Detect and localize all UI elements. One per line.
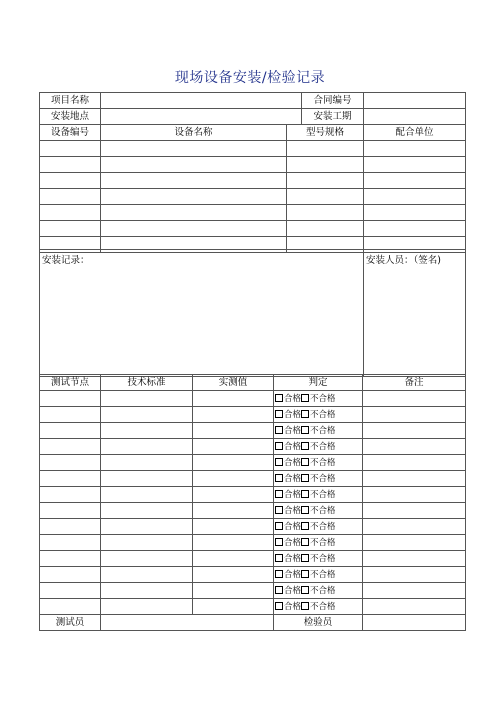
install-period-label: 安装工期 xyxy=(302,109,364,125)
pass-label: 合格 xyxy=(284,457,302,468)
pass-label: 合格 xyxy=(284,505,302,516)
fail-label: 不合格 xyxy=(310,457,336,468)
col-judgement: 判定 xyxy=(274,375,363,391)
test-cell[interactable] xyxy=(40,487,101,503)
fail-label: 不合格 xyxy=(310,553,336,564)
test-cell[interactable] xyxy=(193,439,274,455)
judgement-cell[interactable] xyxy=(274,551,363,567)
judgement-cell[interactable] xyxy=(274,391,363,407)
test-cell[interactable] xyxy=(193,423,274,439)
fail-label: 不合格 xyxy=(310,569,336,580)
equipment-cell[interactable] xyxy=(364,173,466,189)
equipment-cell[interactable] xyxy=(287,157,364,173)
pass-label: 合格 xyxy=(284,393,302,404)
equipment-cell[interactable] xyxy=(40,141,101,157)
test-cell[interactable] xyxy=(101,583,193,599)
equipment-cell[interactable] xyxy=(40,189,101,205)
pass-label: 合格 xyxy=(284,537,302,548)
judgement-cell[interactable] xyxy=(274,487,363,503)
footer-row xyxy=(40,615,466,631)
fail-label: 不合格 xyxy=(310,425,336,436)
fail-checkbox[interactable] xyxy=(301,554,309,562)
fail-label: 不合格 xyxy=(310,585,336,596)
equipment-cell[interactable] xyxy=(287,189,364,205)
pass-checkbox[interactable] xyxy=(275,394,283,402)
test-cell[interactable] xyxy=(40,439,101,455)
pass-checkbox[interactable] xyxy=(275,522,283,530)
fail-checkbox[interactable] xyxy=(301,426,309,434)
test-cell[interactable] xyxy=(193,519,274,535)
fail-checkbox[interactable] xyxy=(301,474,309,482)
judgement-cell[interactable] xyxy=(274,471,363,487)
test-cell[interactable] xyxy=(193,551,274,567)
header-table xyxy=(39,92,466,125)
fail-label: 不合格 xyxy=(310,521,336,532)
test-cell[interactable] xyxy=(363,567,466,583)
col-test-node: 测试节点 xyxy=(40,375,101,391)
test-cell[interactable] xyxy=(40,583,101,599)
test-row xyxy=(40,535,466,551)
equipment-cell[interactable] xyxy=(101,173,287,189)
fail-checkbox[interactable] xyxy=(301,506,309,514)
equipment-row xyxy=(40,157,466,173)
test-row xyxy=(40,423,466,439)
installer-label: 安装人员：（签名) xyxy=(366,255,441,266)
equipment-cell[interactable] xyxy=(101,157,287,173)
fail-label: 不合格 xyxy=(310,489,336,500)
fail-checkbox[interactable] xyxy=(301,522,309,530)
fail-checkbox[interactable] xyxy=(301,570,309,578)
judgement-cell[interactable] xyxy=(274,455,363,471)
pass-checkbox[interactable] xyxy=(275,490,283,498)
fail-label: 不合格 xyxy=(310,473,336,484)
test-cell[interactable] xyxy=(101,535,193,551)
tester-field[interactable] xyxy=(101,615,274,631)
col-equipment-name: 设备名称 xyxy=(101,125,287,141)
test-row xyxy=(40,599,466,615)
fail-label: 不合格 xyxy=(310,441,336,452)
fail-checkbox[interactable] xyxy=(301,410,309,418)
fail-label: 不合格 xyxy=(310,409,336,420)
test-cell[interactable] xyxy=(363,503,466,519)
equipment-cell[interactable] xyxy=(364,189,466,205)
equipment-row xyxy=(40,205,466,221)
tester-label: 测试员 xyxy=(40,615,101,631)
pass-label: 合格 xyxy=(284,569,302,580)
fail-label: 不合格 xyxy=(310,505,336,516)
col-tech-standard: 技术标准 xyxy=(101,375,193,391)
test-cell[interactable] xyxy=(193,599,274,615)
install-record-label: 安装记录： xyxy=(42,255,90,266)
test-cell[interactable] xyxy=(101,551,193,567)
test-cell[interactable] xyxy=(40,471,101,487)
test-row xyxy=(40,519,466,535)
test-cell[interactable] xyxy=(363,551,466,567)
contract-no-field[interactable] xyxy=(364,93,466,109)
test-table xyxy=(39,374,466,631)
col-measured-value: 实测值 xyxy=(193,375,274,391)
judgement-cell[interactable] xyxy=(274,519,363,535)
pass-label: 合格 xyxy=(284,441,302,452)
test-cell[interactable] xyxy=(363,455,466,471)
col-remarks: 备注 xyxy=(363,375,466,391)
installer-signature-area[interactable] xyxy=(364,250,466,377)
test-row xyxy=(40,391,466,407)
test-cell[interactable] xyxy=(101,503,193,519)
test-cell[interactable] xyxy=(101,519,193,535)
test-cell[interactable] xyxy=(101,567,193,583)
judgement-cell[interactable] xyxy=(274,407,363,423)
pass-label: 合格 xyxy=(284,473,302,484)
judgement-cell[interactable] xyxy=(274,503,363,519)
fail-checkbox[interactable] xyxy=(301,586,309,594)
test-cell[interactable] xyxy=(101,471,193,487)
test-row xyxy=(40,487,466,503)
equipment-row xyxy=(40,189,466,205)
equipment-cell[interactable] xyxy=(40,157,101,173)
col-equipment-no: 设备编号 xyxy=(40,125,101,141)
test-cell[interactable] xyxy=(363,487,466,503)
pass-label: 合格 xyxy=(284,553,302,564)
fail-label: 不合格 xyxy=(310,393,336,404)
header-row-2 xyxy=(40,109,466,125)
test-row xyxy=(40,583,466,599)
equipment-cell[interactable] xyxy=(40,221,101,237)
fail-checkbox[interactable] xyxy=(301,490,309,498)
equipment-row xyxy=(40,173,466,189)
equipment-cell[interactable] xyxy=(287,205,364,221)
test-cell[interactable] xyxy=(363,391,466,407)
equipment-table xyxy=(39,124,466,253)
pass-checkbox[interactable] xyxy=(275,442,283,450)
test-cell[interactable] xyxy=(101,455,193,471)
project-name-field[interactable] xyxy=(101,93,302,109)
equipment-cell[interactable] xyxy=(364,205,466,221)
test-cell[interactable] xyxy=(193,391,274,407)
test-cell[interactable] xyxy=(40,599,101,615)
equipment-row xyxy=(40,141,466,157)
pass-checkbox[interactable] xyxy=(275,602,283,610)
pass-checkbox[interactable] xyxy=(275,554,283,562)
test-cell[interactable] xyxy=(363,583,466,599)
fail-checkbox[interactable] xyxy=(301,602,309,610)
test-cell[interactable] xyxy=(40,567,101,583)
pass-label: 合格 xyxy=(284,601,302,612)
pass-checkbox[interactable] xyxy=(275,570,283,578)
equipment-cell[interactable] xyxy=(101,189,287,205)
test-cell[interactable] xyxy=(193,567,274,583)
pass-checkbox[interactable] xyxy=(275,506,283,514)
install-record-table xyxy=(39,249,466,377)
equipment-cell[interactable] xyxy=(101,205,287,221)
test-cell[interactable] xyxy=(193,583,274,599)
test-cell[interactable] xyxy=(193,455,274,471)
install-record-area[interactable] xyxy=(40,250,364,377)
fail-checkbox[interactable] xyxy=(301,442,309,450)
test-cell[interactable] xyxy=(193,487,274,503)
test-cell[interactable] xyxy=(363,519,466,535)
pass-checkbox[interactable] xyxy=(275,458,283,466)
judgement-cell[interactable] xyxy=(274,599,363,615)
test-cell[interactable] xyxy=(40,519,101,535)
equipment-row xyxy=(40,221,466,237)
equipment-body xyxy=(40,141,466,253)
install-site-label: 安装地点 xyxy=(40,109,101,125)
equipment-cell[interactable] xyxy=(101,221,287,237)
test-cell[interactable] xyxy=(363,439,466,455)
pass-checkbox[interactable] xyxy=(275,586,283,594)
test-row xyxy=(40,439,466,455)
pass-checkbox[interactable] xyxy=(275,426,283,434)
equipment-cell[interactable] xyxy=(287,221,364,237)
test-cell[interactable] xyxy=(363,599,466,615)
pass-label: 合格 xyxy=(284,409,302,420)
equipment-header-row xyxy=(40,125,466,141)
test-row xyxy=(40,551,466,567)
test-cell[interactable] xyxy=(363,407,466,423)
equipment-cell[interactable] xyxy=(364,221,466,237)
test-body xyxy=(40,391,466,615)
judgement-cell[interactable] xyxy=(274,583,363,599)
judgement-cell[interactable] xyxy=(274,567,363,583)
test-cell[interactable] xyxy=(40,535,101,551)
test-cell[interactable] xyxy=(193,407,274,423)
contract-no-label: 合同编号 xyxy=(302,93,364,109)
header-row-1 xyxy=(40,93,466,109)
test-cell[interactable] xyxy=(193,535,274,551)
fail-checkbox[interactable] xyxy=(301,538,309,546)
test-row xyxy=(40,471,466,487)
inspector-field[interactable] xyxy=(363,615,466,631)
test-cell[interactable] xyxy=(101,407,193,423)
test-header-row xyxy=(40,375,466,391)
equipment-cell[interactable] xyxy=(101,141,287,157)
equipment-cell[interactable] xyxy=(40,205,101,221)
fail-label: 不合格 xyxy=(310,537,336,548)
test-row xyxy=(40,455,466,471)
install-record-row xyxy=(40,250,466,377)
test-cell[interactable] xyxy=(363,423,466,439)
test-cell[interactable] xyxy=(363,471,466,487)
col-partner-unit: 配合单位 xyxy=(364,125,466,141)
judgement-cell[interactable] xyxy=(274,535,363,551)
test-cell[interactable] xyxy=(40,423,101,439)
pass-label: 合格 xyxy=(284,585,302,596)
fail-checkbox[interactable] xyxy=(301,394,309,402)
install-period-field[interactable] xyxy=(364,109,466,125)
test-cell[interactable] xyxy=(101,391,193,407)
test-row xyxy=(40,407,466,423)
test-cell[interactable] xyxy=(40,551,101,567)
col-model-spec: 型号规格 xyxy=(287,125,364,141)
equipment-cell[interactable] xyxy=(287,173,364,189)
equipment-cell[interactable] xyxy=(287,141,364,157)
test-cell[interactable] xyxy=(101,599,193,615)
test-cell[interactable] xyxy=(193,471,274,487)
test-cell[interactable] xyxy=(40,455,101,471)
pass-checkbox[interactable] xyxy=(275,410,283,418)
test-cell[interactable] xyxy=(40,407,101,423)
test-cell[interactable] xyxy=(363,535,466,551)
equipment-cell[interactable] xyxy=(40,173,101,189)
equipment-cell[interactable] xyxy=(364,157,466,173)
pass-checkbox[interactable] xyxy=(275,474,283,482)
judgement-cell[interactable] xyxy=(274,439,363,455)
pass-label: 合格 xyxy=(284,425,302,436)
project-name-label: 项目名称 xyxy=(40,93,101,109)
pass-label: 合格 xyxy=(284,521,302,532)
install-site-field[interactable] xyxy=(101,109,302,125)
test-cell[interactable] xyxy=(40,503,101,519)
test-cell[interactable] xyxy=(193,503,274,519)
fail-checkbox[interactable] xyxy=(301,458,309,466)
pass-label: 合格 xyxy=(284,489,302,500)
equipment-cell[interactable] xyxy=(364,141,466,157)
test-row xyxy=(40,503,466,519)
inspector-label: 检验员 xyxy=(274,615,363,631)
judgement-cell[interactable] xyxy=(274,423,363,439)
pass-checkbox[interactable] xyxy=(275,538,283,546)
test-row xyxy=(40,567,466,583)
test-cell[interactable] xyxy=(101,487,193,503)
page-title: 现场设备安装/检验记录 xyxy=(174,70,326,86)
test-cell[interactable] xyxy=(40,391,101,407)
test-cell[interactable] xyxy=(101,439,193,455)
fail-label: 不合格 xyxy=(310,601,336,612)
test-cell[interactable] xyxy=(101,423,193,439)
